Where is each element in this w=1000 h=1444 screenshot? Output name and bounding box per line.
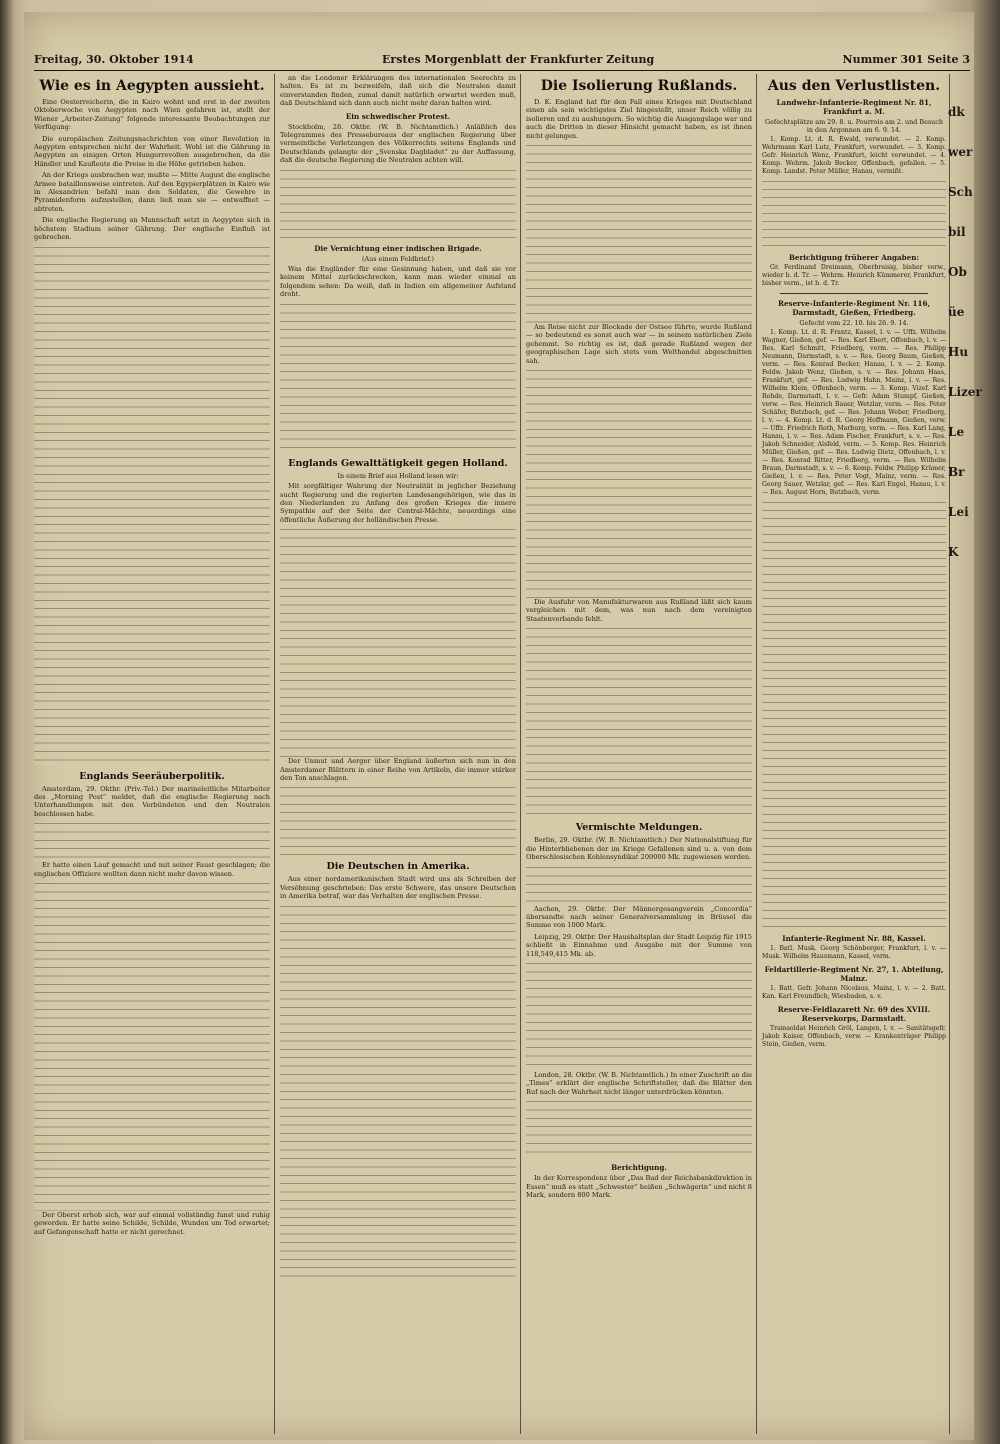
paragraph: Berlin, 29. Oktbr. (W. B. Nichtamtlich.) Der Nationalstiftung für die Hinterbliebenen der im Kriege Gefallenen sind u. a. von dem Oberschlesischen Kohlensyndikat 200000 Mk. zugewiesen worden. (526, 836, 752, 862)
text-block (34, 881, 270, 1211)
casualty-list: Trainsoldat Heinrich Gröl, Langen, l. v. — Sanitätsgefr. Jakob Kaiser, Offenbach, verw. — Krankenträger Philipp Stein, Gießen, verm. (762, 1025, 946, 1048)
text-block (280, 785, 516, 855)
header-issue (843, 53, 970, 66)
text-block (526, 143, 752, 323)
subtitle: Gefechtsplätze am 29. 8. u. Pourrois am 2. und Besuch in den Argonnen am 6. 9. 14. (765, 118, 943, 134)
divider (780, 293, 927, 294)
subtitle: Gefecht vom 22. 10. bis 26. 9. 14. (799, 319, 909, 327)
text-block (280, 904, 516, 1284)
issue-number: Nummer 301 (842, 52, 924, 66)
edge-fragment: Hu (948, 345, 969, 359)
casualty-list: 1. Batt. Gefr. Johann Nicolaus, Mainz, l. v. — 2. Batt. Kan. Karl Freundlich, Wiesbaden, s. v. (762, 985, 946, 1000)
article-title-aegypten: Wie es in Aegypten aussieht. (39, 78, 265, 94)
article-title-seeraeuber: Englands Seeräuberpolitik. (79, 770, 225, 782)
casualty-list: 1. Batl. Musk. Georg Schönberger, Frankfurt, l. v. — Musk. Wilhelm Hausmann, Kassel, verm. (762, 945, 946, 960)
correction-heading: Berichtigung früherer Angaben: (788, 253, 920, 262)
paragraph: D. K. England hat für den Fall eines Krieges mit Deutschland einen als sein wichtigstes Ziel hingestellt, unser Reich völlig zu isolieren und zu aushungern. So wichtig die Ausgangslage war und auch die Dritten in dieser Hinsicht gemacht haben, es ist ihnen nicht gelungen. (526, 98, 752, 140)
header-date: Freitag, 30. Oktober 1914 (34, 52, 194, 66)
text-block (280, 168, 516, 240)
text-block (280, 302, 516, 452)
paragraph: London, 28. Oktbr. (W. B. Nichtamtlich.) In einer Zuschrift an die „Times“ erklärt der englische Schriftsteller, daß die Blätter den Ruf nach der Wahrheit nicht länger unterdrücken könnten. (526, 1070, 752, 1096)
text-block (762, 179, 946, 249)
column-rule (756, 74, 757, 1434)
casualty-list: Gr. Ferdinand Dreimann, Oberbreisig, bisher verw., wieder b. d. Tr. — Wehrm. Heinrich Kümmerer, Frankfurt, bisher verm., ist b. d. Tr. (762, 264, 946, 287)
paragraph: Amsterdam, 29. Oktbr. (Priv.-Tel.) Der marineleitliche Mitarbeiter des „Morning Post“ meldet, daß die englische Regierung nach Unterhandlungen mit den Verbündeten und den Neutralen beschlossen habe. (34, 784, 270, 818)
header-paper: Erstes Morgenblatt der Frankfurter Zeitung (382, 52, 655, 66)
regiment-heading: Reserve-Feldlazarett Nr. 69 des XVIII. Reservekorps, Darmstadt. (777, 1005, 931, 1023)
edge-fragment: Br (948, 465, 965, 479)
edge-fragment: bil (948, 225, 966, 239)
edge-fragment: üe (948, 305, 965, 319)
paragraph: Er hatte einen Lauf gemacht und mit seiner Faust geschlagen; die englischen Offiziere wollten dann nicht mehr davon wissen. (34, 861, 270, 878)
edge-fragment: Ob (948, 265, 967, 279)
article-title-verlustlisten: Aus den Verlustlisten. (767, 78, 941, 94)
paragraph: Aachen, 29. Oktbr. Der Männergesangverein „Concordia“ übersandte nach seiner Generalversammlung in Brüssel die Summe von 1000 Mark. (526, 904, 752, 930)
column-rule (274, 74, 275, 1434)
text-block (526, 368, 752, 598)
column-rule (520, 74, 521, 1434)
text-block (526, 961, 752, 1071)
paragraph: Die Ausfuhr von Manufakturwaren aus Rußland läßt sich kaum vergleichen mit dem, was nun nach dem vereinigten Staatenverbande fehlt. (526, 598, 752, 623)
edge-fragment: Le (948, 425, 965, 439)
regiment-heading: Infanterie-Regiment Nr. 88, Kassel. (782, 934, 926, 943)
text-block (34, 245, 270, 765)
paragraph: Aus einer nordamerikanischen Stadt wird uns als Schreiben der Versöhnung geschrieben: Das erste Schwere, das unsere Deutschen in Amerika betraf, war das Verhalten der englischen Presse. (280, 875, 516, 901)
article-title-brigade: Die Vernichtung einer indischen Brigade. (314, 243, 482, 253)
text-block (762, 500, 946, 930)
paragraph: an die Londoner Erklärungen des internationalen Seerechts zu halten. Es ist zu bezweifeln, daß sich die Neutralen damit einverstanden finden, zumal damit natürlich erwartet werden muß, daß Deutschland sich dann auch nicht mehr daran halten wird. (280, 74, 516, 108)
column-3 (526, 74, 752, 1436)
edge-fragment: Sch (948, 185, 973, 199)
page-header (34, 50, 970, 71)
edge-fragment: Lei (948, 505, 969, 519)
article-title-protest: Ein schwedischer Protest. (345, 111, 451, 121)
paragraph: Die englische Regierung an Mannschaft setzt in Aegypten sich in höchstem Stadium seiner Gährung. Der englische Einfluß ist gebrochen. (34, 216, 270, 242)
regiment-heading: Feldartillerie-Regiment Nr. 27, 1. Abteilung, Mainz. (764, 965, 944, 983)
edge-fragment: K (948, 545, 959, 559)
paragraph: Mit sorgfältiger Wahrung der Neutralität in jeglicher Beziehung sucht Regierung und die regierten Landesangehörigen, wie das in den Niederlanden zu Anfang des großen Krieges die innere Sympathie auf der Seite der Central-Mächte, neuerdings eine öffentliche Äußerung der holländischen Presse. (280, 482, 516, 524)
paragraph: Stockholm, 28. Oktbr. (W. B. Nichtamtlich.) Anläßlich des Telegrammes des Pressebureaus der englischen Regierung über vermeintliche Verletzungen des Völkerrechts seitens Englands und Deutschlands gelangte der „Svenska Dagbladet“ zu der Auffassung, daß die deutsche Regierung die Neutralen achten will. (280, 122, 516, 165)
adjacent-page-edge (948, 92, 982, 1432)
paragraph: Die europäischen Zeitungsnachrichten von einer Revolution in Aegypten entsprechen nicht der Wahrheit. Wohl ist die Gährung in Aegypten an einigen Orten Hungerrevolten ausgebrochen, da die Händler und Kaufleute die Preise in die Höhe getrieben haben. (34, 134, 270, 168)
newspaper-page (24, 12, 982, 1440)
subtitle: (Aus einem Feldbrief.) (362, 254, 434, 263)
regiment-heading: Landwehr-Infanterie-Regiment Nr. 81, Frankfurt a. M. (776, 98, 932, 116)
paragraph: An der Kriegs ausbrachen war, mußte — Mitte August die englische Armee bataillonsweise eintreten. Auf den Egypierplätzen in Kairo wie in Alexandrien befahl man den Soldaten, die Gewehre in Pyramidenform aufzustellen, dann ließ man sie — entwaffnet — abtreten. (34, 171, 270, 213)
casualty-list: 1. Komp. Lt. d. R. Ewald, verwundet. — 2. Komp. Wehrmann Karl Lutz, Frankfurt, verwundet. — 3. Komp. Gefr. Heinrich Wenz, Frankfurt, leicht verwundet. — 4. Komp. Wehrm. Jakob Becker, Offenbach, gefallen. — 5. Komp. Landst. Peter Müller, Hanau, vermißt. (762, 136, 946, 175)
edge-fragment: dk (948, 105, 965, 119)
article-title-amerika: Die Deutschen in Amerika. (326, 861, 470, 873)
text-block (280, 527, 516, 757)
edge-fragment: wer (948, 145, 973, 159)
column-4 (762, 74, 946, 1436)
text-block (526, 626, 752, 816)
correction-heading: Berichtigung. (611, 1163, 667, 1173)
paragraph: Am Reise nicht zur Blockade der Ostsee führte, wurde Rußland — so bedeutend es sonst auch war — in seinem natürlichen Ziele gehemmt. So richtig es ist, daß gerade Rußland wegen der geographischen Lage sich stets vom Welthandel abgeschnitten sah. (526, 323, 752, 365)
paragraph: Leipzig, 29. Oktbr. Der Haushaltsplan der Stadt Leipzig für 1915 schließt in Einnahme und Ausgabe mit der Summe von 118,549,415 Mk. ab. (526, 932, 752, 958)
regiment-heading: Reserve-Infanterie-Regiment Nr. 116, Darmstadt, Gießen, Friedberg. (778, 299, 930, 317)
subtitle: In einem Brief aus Holland lesen wir: (337, 471, 459, 480)
text-block (34, 821, 270, 861)
casualty-list: 1. Komp. Lt. d. R. Frantz, Kassel, l. v. — Uffz. Wilhelm Wagner, Gießen, gef. — Res. Karl Ebert, Offenbach, l. v. — Res. Karl Schmitt, Friedberg, verm. — Res. Philipp Neumann, Darmstadt, s. v. — Res. Georg Baum, Gießen, verm. — Res. Konrad Becker, Hanau, l. v. — 2. Komp. Feldw. Jakob Wenz, Gießen, s. v. — Res. Johann Haas, Frankfurt, gef. — Res. Ludwig Hahn, Mainz, l. v. — Res. Wilhelm Klein, Offenbach, verm. — 3. Komp. Vizef. Karl Rohde, Darmstadt, l. v. — Gefr. Adam Stumpf, Gießen, verw. — Res. Heinrich Bauer, Wetzlar, verm. — Res. Peter Schäfer, Butzbach, gef. — Res. Johann Weber, Friedberg, l. v. — 4. Komp. Lt. d. R. Georg Hoffmann, Gießen, verw. — Uffz. Friedrich Roth, Marburg, verm. — Res. Karl Lang, Hanau, l. v. — Res. Adam Fischer, Frankfurt, s. v. — Res. Jakob Schneider, Alsfeld, verm. — 5. Komp. Res. Heinrich Müller, Gießen, gef. — Res. Ludwig Dietz, Offenbach, l. v. — Res. Konrad Ritter, Friedberg, verm. — Res. Wilhelm Braun, Darmstadt, s. v. — 6. Komp. Feldw. Philipp Krämer, Gießen, l. v. — Res. Peter Vogt, Mainz, verm. — Res. Georg Sauer, Wetzlar, gef. — Res. Karl Engel, Hanau, l. v. — Res. August Horn, Butzbach, verm. (762, 329, 946, 496)
paragraph: Eine Oesterreicherin, die in Kairo wohnt und erst in der zweiten Oktoberwoche von Aegypten nach Wien gefahren ist, stellt der Wiener „Arbeiter-Zeitung“ folgende interessante Beobachtungen zur Verfügung: (34, 98, 270, 132)
edge-fragment: Lizer (948, 385, 982, 399)
column-2 (280, 74, 516, 1436)
column-1 (34, 74, 270, 1436)
article-title-holland: Englands Gewalttätigkeit gegen Holland. (288, 457, 508, 469)
paragraph: Der Oberst erhob sich, war auf einmal vollständig fanst und ruhig geworden. Er hatte seine Schilde, Schilde, Wunden um Tod erwartet; auf Gefangenschaft hatte er nicht gerechnet. (34, 1210, 270, 1236)
article-title-russland: Die Isolierung Rußlands. (540, 78, 738, 94)
text-block (526, 865, 752, 905)
paragraph: Was die Engländer für eine Gesinnung haben, und daß sie vor keinem Mittel zurückschrecken, kann man wieder einmal an folgendem sehen: Da weiß, daß in Indien ein allgemeiner Aufstand droht. (280, 265, 516, 299)
page-number: Seite 3 (927, 52, 970, 66)
paragraph: In der Korrespondenz über „Das Bad der Reichsbankdirektion in Essen“ muß es statt „Schwester“ heißen „Schwägerin“ und nicht 8 Mark, sondern 800 Mark. (526, 1174, 752, 1199)
paragraph: Der Unmut und Aerger über England äußerten sich nun in den Amsterdamer Blättern in einer Reihe von Artikeln, die immer stärker den Ton anschlagen. (280, 757, 516, 782)
article-title-meldungen: Vermischte Meldungen. (575, 822, 703, 834)
text-block (526, 1099, 752, 1159)
